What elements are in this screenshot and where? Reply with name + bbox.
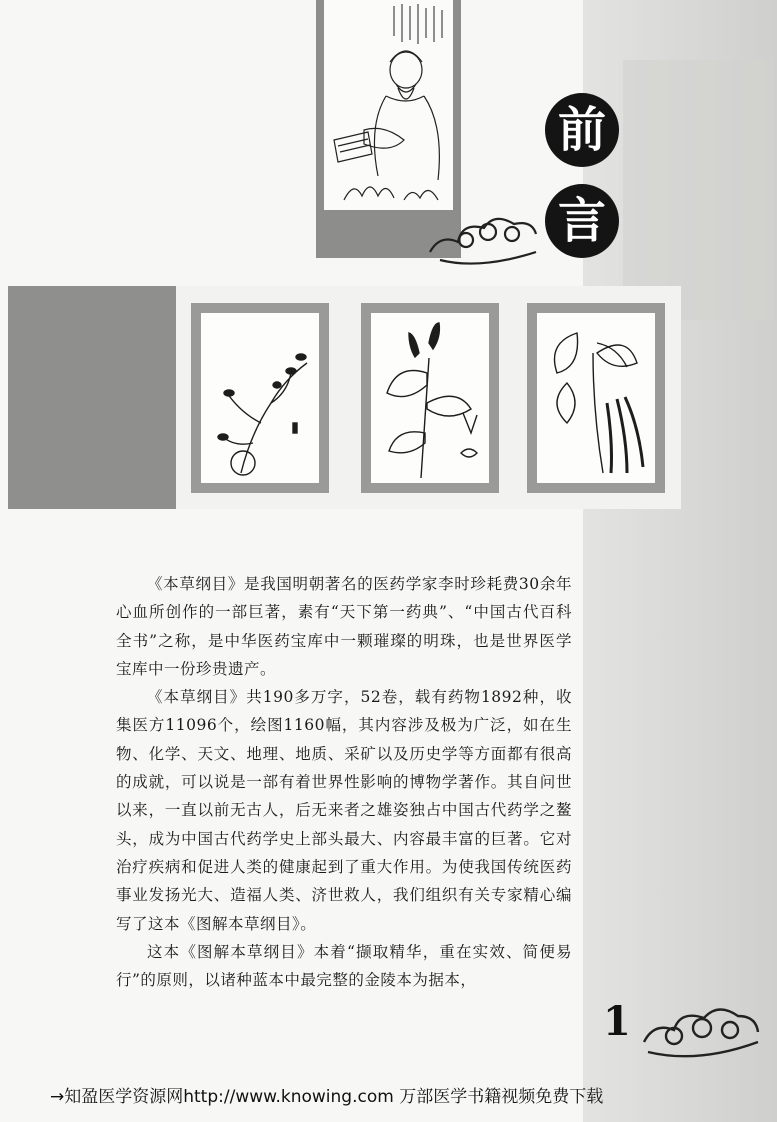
- preface-title-char-1: 前: [545, 93, 619, 167]
- plant-illustration-icon: [371, 313, 489, 483]
- cloud-ornament-icon: [638, 1002, 763, 1062]
- page-number: 1: [603, 998, 631, 1045]
- plant-illustration-icon: [537, 313, 655, 483]
- plant-illustration-frame-3: [527, 303, 665, 493]
- faint-background-block: [623, 60, 773, 320]
- cloud-ornament-icon: [426, 210, 546, 270]
- scholar-portrait-icon: [324, 0, 453, 210]
- preface-paragraph-3: 这本《图解本草纲目》本着“撷取精华，重在实效、简便易行”的原则，以诸种蓝本中最完整的金陵本为据本，: [116, 942, 572, 990]
- right-gray-band: [583, 0, 777, 1122]
- decorative-gray-block: [8, 286, 176, 509]
- footer-watermark-link[interactable]: →知盈医学资源网http://www.knowing.com 万部医学书籍视频免费下载: [50, 1087, 604, 1107]
- preface-paragraph-2: 《本草纲目》共190多万字，52卷，载有药物1892种，收集医方11096个，绘图1160幅，其内容涉及极为广泛，如在生物、化学、天文、地理、地质、采矿以及历史学等方面都有很高的成就，可以说是一部有着世界性影响的博物学著作。其自问世以来，一直以前无古人，后无来者之雄姿独占中国古代药学之鳌头，成为中国古代药学史上部头最大、内容最丰富的巨著。它对治疗疾病和促进人类的健康起到了重大作用。为使我国传统医药事业发扬光大、造福人类、济世救人，我们组织有关专家精心编写了这本《图解本草纲目》。: [116, 688, 572, 933]
- plant-illustration-frame-1: [191, 303, 329, 493]
- preface-paragraph-1: 《本草纲目》是我国明朝著名的医药学家李时珍耗费30余年心血所创作的一部巨著，素有“天下第一药典”、“中国古代百科全书”之称，是中华医药宝库中一颗璀璨的明珠，也是世界医学宝库中一份珍贵遗产。: [116, 575, 572, 678]
- plant-illustration-frame-2: [361, 303, 499, 493]
- preface-title-char-2: 言: [545, 184, 619, 258]
- plant-illustration-icon: [201, 313, 319, 483]
- preface-body: [116, 570, 572, 994]
